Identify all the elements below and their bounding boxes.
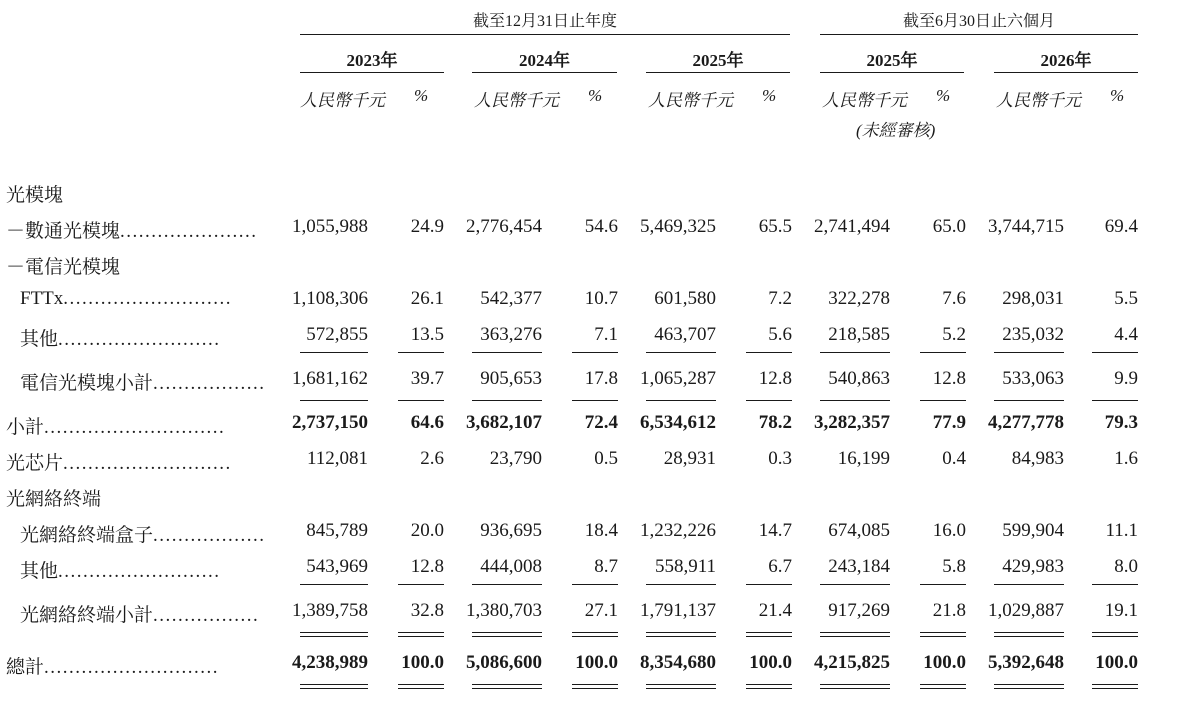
total-double-rule	[920, 632, 966, 633]
percent-cell: 69.4	[1104, 216, 1138, 237]
year-rule	[820, 72, 964, 73]
pct-header: %	[936, 86, 951, 105]
pct-header: %	[414, 86, 429, 105]
year-header: 2025年	[692, 51, 744, 70]
percent-cell: 12.8	[932, 368, 966, 389]
percent-cell: 12.8	[758, 368, 792, 389]
subtotal-rule	[920, 584, 966, 585]
total-double-rule	[646, 636, 716, 637]
row-label: －數通光模塊......................	[6, 221, 258, 242]
total-double-rule	[472, 636, 542, 637]
amount-cell: 1,065,287	[640, 368, 716, 389]
total-double-rule	[398, 684, 444, 685]
amount-cell: 1,108,306	[292, 288, 368, 309]
percent-cell: 0.5	[594, 448, 618, 469]
amount-cell: 444,008	[480, 556, 542, 577]
percent-cell: 14.7	[758, 520, 792, 541]
subtotal-rule	[920, 352, 966, 353]
total-double-rule	[746, 636, 792, 637]
amount-cell: 322,278	[828, 288, 890, 309]
subtotal-rule	[300, 352, 368, 353]
amount-cell: 601,580	[654, 288, 716, 309]
subtotal-rule	[300, 400, 368, 401]
total-double-rule	[920, 688, 966, 689]
percent-cell: 65.5	[758, 216, 792, 237]
total-double-rule	[572, 688, 618, 689]
amount-cell: 3,744,715	[988, 216, 1064, 237]
unit-header: 人民幣千元	[996, 91, 1081, 110]
year-rule	[300, 72, 444, 73]
percent-cell: 16.0	[932, 520, 966, 541]
percent-cell: 26.1	[410, 288, 444, 309]
percent-cell: 7.6	[942, 288, 966, 309]
amount-cell: 3,282,357	[814, 412, 890, 433]
percent-cell: 4.4	[1114, 324, 1138, 345]
percent-cell: 5.8	[942, 556, 966, 577]
percent-cell: 19.1	[1104, 600, 1138, 621]
percent-cell: 100.0	[401, 652, 444, 673]
total-double-rule	[994, 688, 1064, 689]
subtotal-rule	[746, 584, 792, 585]
subtotal-rule	[398, 352, 444, 353]
subtotal-rule	[572, 400, 618, 401]
amount-cell: 4,277,778	[988, 412, 1064, 433]
percent-cell: 65.0	[932, 216, 966, 237]
total-double-rule	[820, 636, 890, 637]
year-header: 2025年	[866, 51, 918, 70]
percent-cell: 77.9	[932, 412, 966, 433]
amount-cell: 2,741,494	[814, 216, 890, 237]
total-double-rule	[398, 632, 444, 633]
unit-header: 人民幣千元	[822, 91, 907, 110]
amount-cell: 243,184	[828, 556, 890, 577]
subtotal-rule	[820, 400, 890, 401]
row-label: 光網絡終端	[6, 489, 102, 510]
amount-cell: 917,269	[828, 600, 890, 621]
total-double-rule	[300, 688, 368, 689]
subtotal-rule	[1092, 584, 1138, 585]
unit-header: 人民幣千元	[474, 91, 559, 110]
amount-cell: 845,789	[306, 520, 368, 541]
percent-cell: 9.9	[1114, 368, 1138, 389]
percent-cell: 7.1	[594, 324, 618, 345]
percent-cell: 72.4	[584, 412, 618, 433]
percent-cell: 1.6	[1114, 448, 1138, 469]
amount-cell: 429,983	[1002, 556, 1064, 577]
total-double-rule	[300, 684, 368, 685]
subtotal-rule	[472, 400, 542, 401]
total-double-rule	[398, 636, 444, 637]
subtotal-rule	[398, 400, 444, 401]
amount-cell: 235,032	[1002, 324, 1064, 345]
amount-cell: 533,063	[1002, 368, 1064, 389]
total-double-rule	[472, 688, 542, 689]
subtotal-rule	[646, 400, 716, 401]
percent-cell: 13.5	[410, 324, 444, 345]
total-double-rule	[472, 684, 542, 685]
pct-header: %	[588, 86, 603, 105]
percent-cell: 5.6	[768, 324, 792, 345]
percent-cell: 0.4	[942, 448, 966, 469]
year-header: 2024年	[519, 51, 570, 70]
percent-cell: 64.6	[410, 412, 444, 433]
row-label: －電信光模塊	[6, 257, 121, 278]
total-double-rule	[646, 632, 716, 633]
percent-cell: 21.4	[758, 600, 792, 621]
subtotal-rule	[746, 352, 792, 353]
unit-header: 人民幣千元	[300, 91, 385, 110]
amount-cell: 1,029,887	[988, 600, 1064, 621]
percent-cell: 100.0	[1095, 652, 1138, 673]
row-label: 電信光模塊小計..................	[20, 373, 266, 394]
amount-cell: 1,380,703	[466, 600, 542, 621]
amount-cell: 112,081	[306, 448, 368, 469]
amount-cell: 4,238,989	[292, 652, 368, 673]
total-double-rule	[646, 688, 716, 689]
percent-cell: 0.3	[768, 448, 792, 469]
amount-cell: 540,863	[828, 368, 890, 389]
percent-cell: 5.2	[942, 324, 966, 345]
subtotal-rule	[994, 584, 1064, 585]
total-double-rule	[646, 684, 716, 685]
amount-cell: 363,276	[480, 324, 542, 345]
percent-cell: 7.2	[768, 288, 792, 309]
group-header-fiscal-year: 截至12月31日止年度	[472, 13, 617, 30]
percent-cell: 12.8	[410, 556, 444, 577]
unaudited-note: (未經審核)	[856, 121, 936, 140]
subtotal-rule	[820, 584, 890, 585]
subtotal-rule	[646, 584, 716, 585]
percent-cell: 100.0	[923, 652, 966, 673]
percent-cell: 11.1	[1105, 520, 1138, 541]
percent-cell: 78.2	[758, 412, 792, 433]
total-double-rule	[820, 684, 890, 685]
subtotal-rule	[398, 584, 444, 585]
amount-cell: 936,695	[480, 520, 542, 541]
amount-cell: 2,776,454	[466, 216, 542, 237]
amount-cell: 542,377	[480, 288, 542, 309]
subtotal-rule	[572, 352, 618, 353]
percent-cell: 2.6	[420, 448, 444, 469]
row-label: 光模塊	[6, 185, 64, 206]
percent-cell: 21.8	[932, 600, 966, 621]
unit-header: 人民幣千元	[648, 91, 733, 110]
subtotal-rule	[820, 352, 890, 353]
total-double-rule	[572, 632, 618, 633]
percent-cell: 5.5	[1114, 288, 1138, 309]
amount-cell: 84,983	[1011, 448, 1064, 469]
pct-header: %	[762, 86, 777, 105]
percent-cell: 10.7	[584, 288, 618, 309]
amount-cell: 543,969	[306, 556, 368, 577]
amount-cell: 5,086,600	[466, 652, 542, 673]
amount-cell: 5,392,648	[988, 652, 1064, 673]
subtotal-rule	[920, 400, 966, 401]
amount-cell: 599,904	[1002, 520, 1064, 541]
total-double-rule	[572, 636, 618, 637]
amount-cell: 8,354,680	[640, 652, 716, 673]
amount-cell: 218,585	[828, 324, 890, 345]
group-rule	[300, 34, 790, 35]
total-double-rule	[820, 688, 890, 689]
year-header: 2023年	[346, 51, 398, 70]
year-header: 2026年	[1040, 51, 1092, 70]
amount-cell: 905,653	[480, 368, 542, 389]
percent-cell: 27.1	[584, 600, 618, 621]
percent-cell: 8.0	[1114, 556, 1138, 577]
amount-cell: 298,031	[1002, 288, 1064, 309]
subtotal-rule	[472, 352, 542, 353]
subtotal-rule	[994, 400, 1064, 401]
amount-cell: 5,469,325	[640, 216, 716, 237]
total-double-rule	[994, 684, 1064, 685]
percent-cell: 18.4	[584, 520, 618, 541]
subtotal-rule	[994, 352, 1064, 353]
percent-cell: 39.7	[410, 368, 444, 389]
total-double-rule	[746, 688, 792, 689]
percent-cell: 32.8	[410, 600, 444, 621]
total-double-rule	[472, 632, 542, 633]
percent-cell: 24.9	[410, 216, 444, 237]
amount-cell: 2,737,150	[292, 412, 368, 433]
total-double-rule	[994, 632, 1064, 633]
amount-cell: 1,055,988	[292, 216, 368, 237]
total-double-rule	[1092, 688, 1138, 689]
row-label: 總計............................	[6, 657, 220, 678]
subtotal-rule	[572, 584, 618, 585]
percent-cell: 17.8	[584, 368, 618, 389]
group-rule	[820, 34, 1138, 35]
amount-cell: 1,791,137	[640, 600, 716, 621]
amount-cell: 674,085	[828, 520, 890, 541]
total-double-rule	[1092, 632, 1138, 633]
amount-cell: 28,931	[663, 448, 716, 469]
total-double-rule	[746, 684, 792, 685]
row-label: 其他..........................	[20, 561, 221, 582]
row-label: 光網絡終端盒子..................	[20, 525, 266, 546]
amount-cell: 463,707	[654, 324, 716, 345]
total-double-rule	[746, 632, 792, 633]
pct-header: %	[1110, 86, 1125, 105]
total-double-rule	[300, 632, 368, 633]
total-double-rule	[820, 632, 890, 633]
subtotal-rule	[746, 400, 792, 401]
amount-cell: 4,215,825	[814, 652, 890, 673]
year-rule	[472, 72, 617, 73]
subtotal-rule	[1092, 400, 1138, 401]
total-double-rule	[920, 636, 966, 637]
amount-cell: 6,534,612	[640, 412, 716, 433]
total-double-rule	[920, 684, 966, 685]
total-double-rule	[398, 688, 444, 689]
amount-cell: 558,911	[654, 556, 716, 577]
amount-cell: 1,681,162	[292, 368, 368, 389]
subtotal-rule	[472, 584, 542, 585]
amount-cell: 23,790	[489, 448, 542, 469]
total-double-rule	[572, 684, 618, 685]
total-double-rule	[300, 636, 368, 637]
percent-cell: 8.7	[594, 556, 618, 577]
percent-cell: 6.7	[768, 556, 792, 577]
percent-cell: 79.3	[1104, 412, 1138, 433]
total-double-rule	[994, 636, 1064, 637]
row-label: 小計.............................	[6, 417, 226, 438]
amount-cell: 1,232,226	[640, 520, 716, 541]
amount-cell: 572,855	[306, 324, 368, 345]
percent-cell: 20.0	[410, 520, 444, 541]
percent-cell: 100.0	[749, 652, 792, 673]
total-double-rule	[1092, 636, 1138, 637]
percent-cell: 54.6	[584, 216, 618, 237]
row-label: FTTx...........................	[20, 288, 233, 309]
amount-cell: 16,199	[837, 448, 890, 469]
subtotal-rule	[300, 584, 368, 585]
group-header-six-months: 截至6月30日止六個月	[902, 13, 1055, 30]
subtotal-rule	[1092, 352, 1138, 353]
row-label: 其他..........................	[20, 329, 221, 350]
year-rule	[646, 72, 790, 73]
row-label: 光芯片...........................	[6, 453, 232, 474]
year-rule	[994, 72, 1138, 73]
amount-cell: 1,389,758	[292, 600, 368, 621]
subtotal-rule	[646, 352, 716, 353]
total-double-rule	[1092, 684, 1138, 685]
row-label: 光網絡終端小計.................	[20, 605, 260, 626]
amount-cell: 3,682,107	[466, 412, 542, 433]
percent-cell: 100.0	[575, 652, 618, 673]
